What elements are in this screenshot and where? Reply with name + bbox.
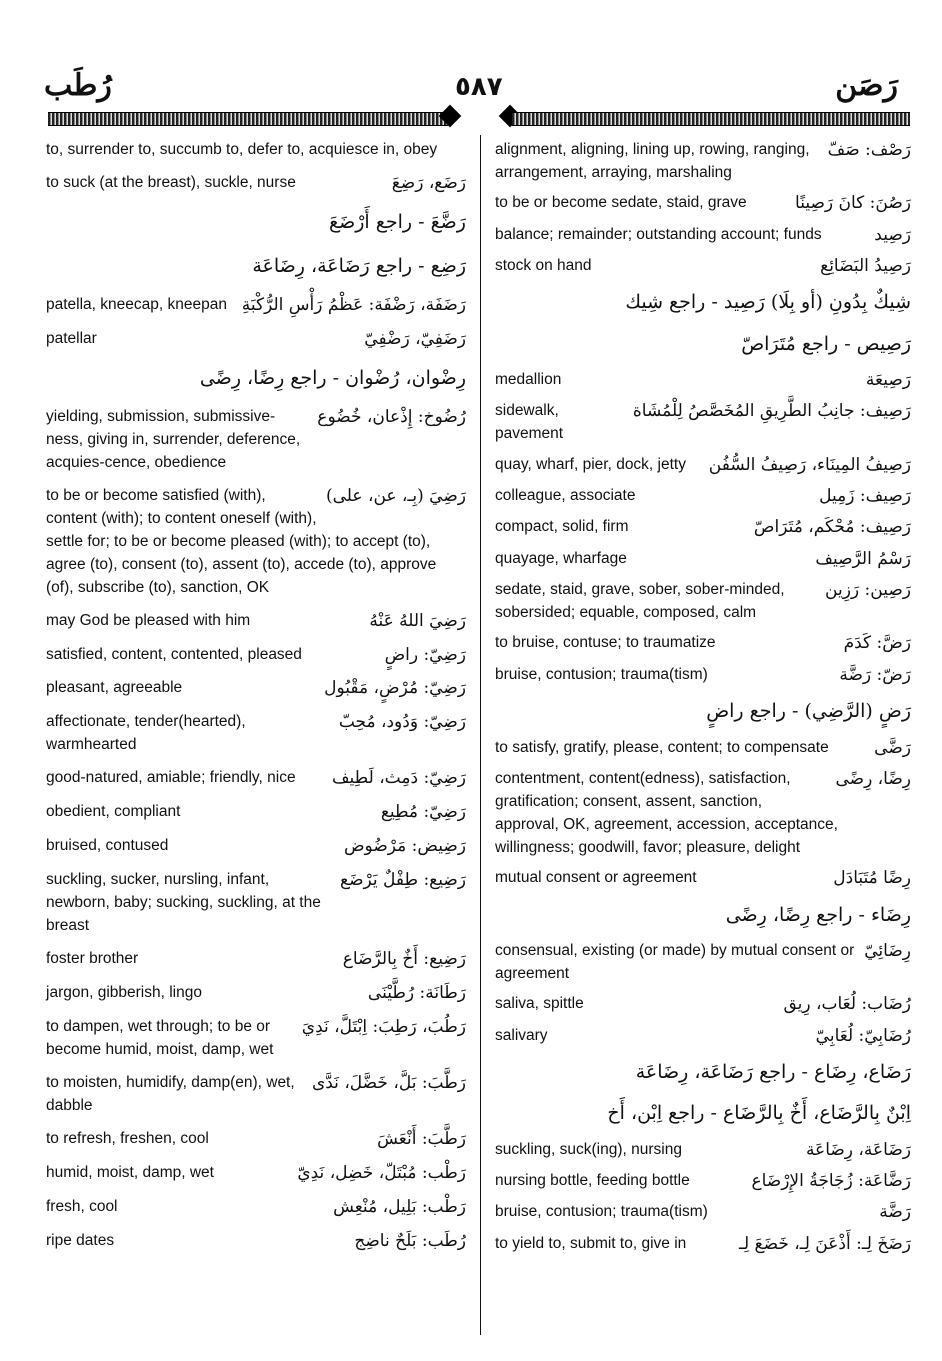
arabic-headword: رَطَّبَ: بَلَّ، خَضَّلَ، نَدَّى <box>311 1073 466 1094</box>
dictionary-entry <box>46 138 466 161</box>
arabic-headword: رَضَفِيّ، رَضْفِيّ <box>364 328 466 349</box>
dictionary-entry <box>495 484 911 508</box>
arabic-headword: رَضَاع، رِضَاع - راجع رَضَاعَة، رِضَاعَة <box>635 1060 911 1083</box>
arabic-headword: رَطَّبَ: أَنْعَشَ <box>377 1129 466 1150</box>
arabic-headword: رَضَّى <box>874 737 911 758</box>
dictionary-entry <box>46 327 466 351</box>
arabic-headword: رَضَّعَ - راجع أَرْضَعَ <box>329 210 466 233</box>
english-definition: salivary <box>495 1026 548 1044</box>
arabic-headword: رَضِيّ: مُرْضٍ، مَقْبُول <box>324 678 466 699</box>
dictionary-entry <box>46 293 466 317</box>
english-definition: bruise, contusion; trauma(tism) <box>495 665 708 683</box>
dictionary-entry <box>46 643 466 667</box>
english-definition: to moisten, humidify, damp(en), wet, dabble <box>46 1074 295 1115</box>
english-definition: suckling, suck(ing), nursing <box>495 1140 682 1158</box>
english-definition: compact, solid, firm <box>495 518 629 536</box>
english-definition: foster brother <box>46 950 139 968</box>
dictionary-entry <box>46 1071 466 1117</box>
dictionary-entry <box>46 981 466 1005</box>
dictionary-entry <box>495 866 911 890</box>
dictionary-entry <box>46 171 466 195</box>
dictionary-entry <box>46 1161 466 1185</box>
arabic-headword: اِبْنٌ بِالرَّضَاع، أَخٌ بِالرَّضَاع - راجع اِبْن، أَخ <box>607 1102 911 1125</box>
dictionary-entry <box>495 1200 911 1224</box>
dictionary-entry <box>495 327 911 361</box>
english-definition: bruise, contusion; trauma(tism) <box>495 1203 708 1221</box>
header-left-word: رُطَب <box>44 68 112 103</box>
arabic-headword: رَصِيعَة <box>865 370 911 391</box>
dictionary-entry <box>495 631 911 655</box>
dictionary-entry <box>46 205 466 239</box>
arabic-headword: رَضِيَ اللهُ عَنْهُ <box>369 610 466 631</box>
english-definition: bruised, contused <box>46 837 169 855</box>
arabic-headword: رَصِيف: زَمِيل <box>819 486 911 507</box>
dictionary-entry <box>495 285 911 319</box>
left-column <box>46 138 466 1263</box>
page-number: ٥٨٧ <box>455 72 503 102</box>
header-right-word: رَصَن <box>835 68 898 103</box>
dictionary-entry <box>495 578 911 624</box>
arabic-headword: رَطَانَة: رُطَّيْنَى <box>367 983 466 1004</box>
english-definition: patellar <box>46 329 97 347</box>
english-definition: good-natured, amiable; friendly, nice <box>46 769 296 787</box>
arabic-headword: رَصْف: صَفّ <box>827 140 911 160</box>
dictionary-entry <box>495 767 911 859</box>
dictionary-entry <box>495 399 911 445</box>
arabic-headword: رَصِيدُ البَضَائِع <box>820 256 911 277</box>
arabic-headword: رَضِيَ (بِـ، عن، على) <box>325 485 466 506</box>
arabic-headword: رَضِيع: أَخٌ بِالرَّضَاع <box>342 949 466 970</box>
arabic-headword: رَضِيّ: وَدُود، مُحِبّ <box>338 712 466 733</box>
arabic-headword: رَضَاعَة، رِضَاعَة <box>805 1139 911 1160</box>
dictionary-entry <box>495 1096 911 1130</box>
arabic-headword: رِضَاء - راجع رِضًا، رِضًى <box>725 903 911 926</box>
english-definition: nursing bottle, feeding bottle <box>495 1171 690 1189</box>
arabic-headword: رَصِين: رَزِين <box>825 580 911 601</box>
english-definition: ripe dates <box>46 1231 115 1249</box>
english-definition: quayage, wharfage <box>495 549 627 567</box>
dictionary-entry <box>46 484 466 599</box>
english-definition: mutual consent or agreement <box>495 869 697 887</box>
dictionary-entry <box>495 453 911 477</box>
dictionary-entry <box>495 1169 911 1193</box>
english-definition: fresh, cool <box>46 1197 118 1215</box>
dictionary-entry <box>495 254 911 278</box>
arabic-headword: رَطْب: مُبْتَلّ، خَضِل، نَدِيّ <box>297 1162 466 1183</box>
arabic-headword: رُطَب: بَلَحٌ ناضِج <box>354 1230 466 1251</box>
english-definition: jargon, gibberish, lingo <box>46 984 202 1002</box>
dictionary-entry <box>495 1055 911 1089</box>
arabic-headword: رَضِع - راجع رَضَاعَة، رِضَاعَة <box>252 254 466 277</box>
header-rule-right <box>512 112 910 126</box>
english-definition: consensual, existing (or made) by mutual consent or agreement <box>495 941 855 982</box>
arabic-headword: رَضّ: رَضَّة <box>839 664 911 685</box>
english-definition: to suck (at the breast), suckle, nurse <box>46 173 296 191</box>
english-definition: pleasant, agreeable <box>46 679 183 697</box>
english-definition: to be or become satisfied (with), content (with); to content oneself (with), settle for; to be or become pleased (with); to accept (to), agree (to), consent (to), assent (to), accede (to), approve (of), subscribe (to), sanction, OK <box>46 486 437 596</box>
arabic-headword: رَضِيّ: مُطِيع <box>380 802 466 823</box>
dictionary-entry <box>495 939 911 985</box>
dictionary-entry <box>46 710 466 756</box>
english-definition: balance; remainder; outstanding account; funds <box>495 225 822 243</box>
arabic-headword: رَسْمُ الرَّصِيف <box>815 548 911 569</box>
english-definition: suckling, sucker, nursling, infant, newborn, baby; sucking, suckling, at the breast <box>46 871 321 935</box>
arabic-headword: رَضَع، رَضِعَ <box>391 172 466 193</box>
arabic-headword: رَضِيض: مَرْضُوض <box>344 836 466 857</box>
english-definition: stock on hand <box>495 257 592 275</box>
arabic-headword: رَطْب: بَلِيل، مُنْعِش <box>333 1196 466 1217</box>
arabic-headword: رُضَاب: لُعَاب، رِيق <box>783 994 911 1015</box>
dictionary-entry <box>495 663 911 687</box>
arabic-headword: رَضِيّ: دَمِث، لَطِيف <box>331 768 466 789</box>
arabic-headword: رَطُبَ، رَطِبَ: اِبْتَلَّ، نَدِيَ <box>301 1017 466 1038</box>
arabic-headword: رَضَّة <box>879 1202 911 1223</box>
dictionary-entry <box>46 249 466 283</box>
dictionary-entry <box>495 898 911 932</box>
arabic-headword: رَصِيف: مُحْكَم، مُتَرَاصّ <box>753 517 911 538</box>
dictionary-entry <box>46 800 466 824</box>
arabic-headword: رِضًا مُتَبَادَل <box>833 868 911 889</box>
dictionary-entry <box>46 1229 466 1253</box>
english-definition: yielding, submission, submissive-ness, giving in, surrender, deference, acquies-cence, obedience <box>46 407 301 471</box>
dictionary-entry <box>46 947 466 971</box>
dictionary-entry <box>495 368 911 392</box>
english-definition: saliva, spittle <box>495 995 584 1013</box>
arabic-headword: رَصِيف: جانِبُ الطَّرِيقِ المُخَصَّصُ لِلْمُشَاة <box>632 401 911 422</box>
arabic-headword: رُضُوخ: إِذْعان، خُضُوع <box>317 406 466 427</box>
english-definition: quay, wharf, pier, dock, jetty <box>495 455 686 473</box>
arabic-headword: رُضَابِيّ: لُعَابِيّ <box>815 1025 911 1046</box>
dictionary-entry <box>495 992 911 1016</box>
arabic-headword: رَضِيع: طِفْلٌ يَرْضَع <box>340 870 466 891</box>
english-definition: sidewalk, pavement <box>495 402 564 443</box>
english-definition: contentment, content(edness), satisfaction, gratification; consent, assent, sanction, approval, OK, agreement, accession, acceptance, willingness; goodwill, favor; pleasure, delight <box>495 769 838 856</box>
arabic-headword: رَصِيفُ المِينَاء، رَصِيفُ السُّفُن <box>708 454 911 475</box>
english-definition: patella, kneecap, kneepan <box>46 295 227 313</box>
english-definition: alignment, aligning, lining up, rowing, ranging, arrangement, arraying, marshaling <box>495 141 810 181</box>
english-definition: affectionate, tender(hearted), warmhearted <box>46 713 246 754</box>
column-divider <box>480 135 481 1335</box>
arabic-headword: رَضٍ (الرَّضِي) - راجع راضٍ <box>706 700 911 723</box>
dictionary-entry <box>46 405 466 474</box>
arabic-headword: رَصِيص - راجع مُتَرَاصّ <box>741 332 911 355</box>
dictionary-entry <box>495 694 911 728</box>
right-column <box>495 138 911 1263</box>
english-definition: satisfied, content, contented, pleased <box>46 645 302 663</box>
arabic-headword: رِضَائِيّ <box>864 940 911 961</box>
dictionary-entry <box>46 834 466 858</box>
english-definition: to be or become sedate, staid, grave <box>495 194 747 212</box>
dictionary-entry <box>46 1195 466 1219</box>
arabic-headword: رَضِيّ: راضٍ <box>384 644 466 665</box>
arabic-headword: رِضًا، رِضًى <box>835 768 911 789</box>
english-definition: to yield to, submit to, give in <box>495 1234 687 1252</box>
english-definition: may God be pleased with him <box>46 611 251 629</box>
english-definition: to bruise, contuse; to traumatize <box>495 634 716 652</box>
arabic-headword: رَضَّاعَة: زُجَاجَةُ الإِرْضَاع <box>751 1170 911 1191</box>
english-definition: to satisfy, gratify, please, content; to compensate <box>495 738 829 756</box>
dictionary-entry <box>495 1232 911 1256</box>
english-definition: to refresh, freshen, cool <box>46 1130 209 1148</box>
arabic-headword: رَصِيد <box>874 224 911 245</box>
arabic-headword: رَصُنَ: كانَ رَصِينًا <box>795 193 911 214</box>
dictionary-entry <box>495 191 911 215</box>
english-definition: to, surrender to, succumb to, defer to, acquiesce in, obey <box>46 141 438 158</box>
dictionary-entry <box>495 1024 911 1048</box>
dictionary-entry <box>495 1138 911 1162</box>
dictionary-entry <box>495 138 911 184</box>
arabic-headword: رِضْوان، رُضْوان - راجع رِضًا، رِضًى <box>199 366 466 389</box>
dictionary-entry <box>46 609 466 633</box>
english-definition: sedate, staid, grave, sober, sober-minded, sobersided; equable, composed, calm <box>495 581 785 622</box>
dictionary-entry <box>46 1015 466 1061</box>
arabic-headword: شِيكٌ بِدُونِ (أو بِلَا) رَصِيد - راجع شِيك <box>625 291 911 314</box>
dictionary-entry <box>495 515 911 539</box>
arabic-headword: رَضَخَ لِـ: أَذْعَنَ لِـ، خَضَعَ لِـ <box>738 1233 911 1254</box>
arabic-headword: رَضَفَة، رَضْفَة: عَظْمُ رَأْسِ الرُّكْبَةِ <box>241 294 466 315</box>
dictionary-entry <box>46 1127 466 1151</box>
dictionary-entry <box>46 766 466 790</box>
dictionary-entry <box>46 361 466 395</box>
english-definition: to dampen, wet through; to be or become humid, moist, damp, wet <box>46 1018 274 1059</box>
dictionary-entry <box>495 736 911 760</box>
english-definition: medallion <box>495 371 562 389</box>
arabic-headword: رَضَّ: كَدَمَ <box>843 633 911 654</box>
english-definition: colleague, associate <box>495 487 636 505</box>
english-definition: obedient, compliant <box>46 803 181 821</box>
header-rule-left <box>48 112 448 126</box>
english-definition: humid, moist, damp, wet <box>46 1163 214 1181</box>
dictionary-entry <box>46 868 466 937</box>
dictionary-entry <box>495 223 911 247</box>
dictionary-entry <box>495 547 911 571</box>
dictionary-entry <box>46 676 466 700</box>
